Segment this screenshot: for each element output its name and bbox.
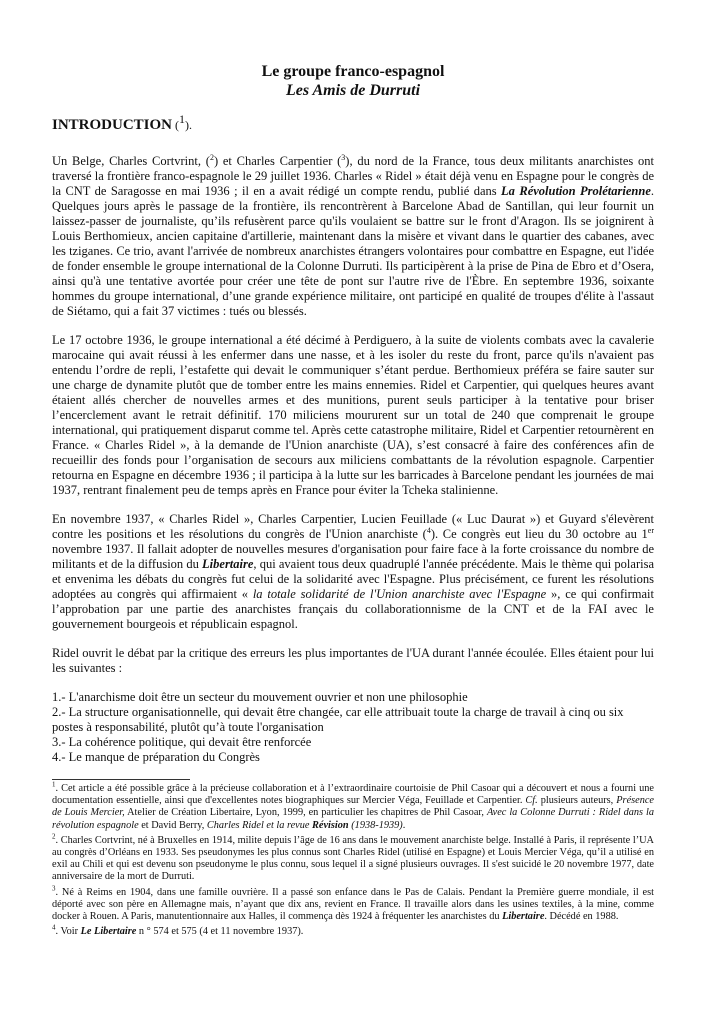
text-run: novembre 1937. Il fallait adopter de nouvelles mesures d'organisation pour faire face à la forte croissance du nombre de militants et de la diffusion du <box>52 542 654 571</box>
list-item: 4.- Le manque de préparation du Congrès <box>52 750 260 764</box>
footnote-separator <box>52 779 190 780</box>
list-item: 1.- L'anarchisme doit être un secteur du mouvement ouvrier et non une philosophie <box>52 690 468 704</box>
text-run: et David Berry, <box>138 819 207 831</box>
document-title: Le groupe franco-espagnol <box>261 63 445 80</box>
quoted-resolution: la totale solidarité de l'Union anarchiste avec l'Espagne <box>252 587 547 601</box>
footnote-4 <box>52 923 654 938</box>
text-run: Un Belge, Charles Cortvrint, ( <box>52 154 210 168</box>
paragraph-1 <box>52 154 654 319</box>
paragraph-2: Le 17 octobre 1936, le groupe international a été décimé à Perdiguero, à la suite de violents combats avec la cavalerie marocaine qui avait réussi à les enfermer dans une nasse, et à les isoler du reste du front, parce qu'ils n'avaient pas entendu l’ordre de repli, l’estafette qui devait le communiquer s’étant perdue. Berthomieux préféra se faire sauter sur une charge de dynamite plutôt que de tomber entre les mains ennemies. Ridel et Carpentier, qui quelques heures avant étaient allés chercher de nouvelles armes et des munitions, purent seuls participer à la tentative pour briser l’encerclement avant le retrait définitif. 170 miliciens moururent sur un total de 240 que comprenait le groupe international, qui pratiquement disparut comme tel. Après cette catastrophe militaire, Ridel et Carpentier retournèrent en France. « Charles Ridel », à la demande de l'Union anarchiste (UA), s’est consacré à faire des conférences afin de recueillir des fonds pour l’organisation de secours aux miliciens combattants de la révolution espagnole. Carpentier retourna en Espagne en décembre 1936 ; il participa à la lutte sur les barricades à Barcelone pendant les journées de mai 1937, rentrant finalement peu de temps après en France pour éviter la Tcheka stalinienne. <box>52 333 654 497</box>
text-run: ). Ce congrès eut lieu du 30 octobre au 1 <box>430 527 648 541</box>
heading-text: INTRODUCTION <box>52 117 173 133</box>
footnote-number: 2 <box>52 832 56 841</box>
book-title: (1938-1939) <box>348 819 403 831</box>
text-run: . Charles Cortvrint, né à Bruxelles en 1914, milite depuis l’âge de 16 ans dans le mouvement anarchiste belge. Installé à Paris, il représente l’UA au congrès d’Orléans en 1933. Ses pseudonymes les plus connus sont Charles Ridel (utilisé en Espagne) et Louis Mercier Véga, qu’il a utilisé en exil au Chili et qui est devenu son pseudonyme le plus connu, sous lequel il a signé plusieurs ouvrages. Il s'est suicidé le 20 novembre 1977, date anniversaire de la mort de Durruti. <box>52 834 654 883</box>
journal-title: Libertaire <box>502 911 545 923</box>
list-item: 3.- La cohérence politique, qui devait être renforcée <box>52 735 312 749</box>
list-item: 2.- La structure organisationnelle, qui devait être changée, car elle attribuait toute la charge de travail à cinq ou six postes à responsabilité, plutôt qu’à toute l'organisation <box>52 705 624 734</box>
footnote-ref-4[interactable]: 4 <box>426 525 431 535</box>
ordinal-superscript: er <box>647 525 654 535</box>
document-page <box>52 62 654 938</box>
text-run: plusieurs auteurs, <box>537 795 617 807</box>
paragraph-3 <box>52 512 654 632</box>
footnote-ref-1[interactable]: 1 <box>179 112 186 126</box>
text-run: , qui avaient tous deux quadruplé l'année précédente. Mais le thème qui polarisa et envenima les débats du congrès fut celui de la solidarité avec l'Espagne. Plus précisément, ce furent les résolutions adoptées au congrès qui affirmaient « <box>52 557 655 601</box>
journal-title: Libertaire <box>202 557 254 571</box>
heading-note-close: ). <box>185 118 193 132</box>
paragraph-4: Ridel ouvrit le débat par la critique des erreurs les plus importantes de l'UA durant l'année écoulée. Elles étaient pour lui les suivantes : <box>52 646 654 675</box>
journal-title: Le Libertaire <box>80 926 137 938</box>
footnote-3 <box>52 884 654 924</box>
text-run: . Né à Reims en 1904, dans une famille ouvrière. Il a passé son enfance dans le Pas de Calais. Pendant la Première guerre mondiale, il est déporté avec son père en Allemagne mais, n’ayant que dix ans, revient en France. Il travaille alors dans les usines textiles, à la mine, comme docker à Rouen. A Paris, manutentionnaire aux Halles, il commença dès 1924 à fréquenter les anarchistes du <box>52 886 654 923</box>
journal-title: Révision <box>312 819 349 831</box>
text-run: Cf. <box>525 795 538 807</box>
text-run: . Voir <box>55 926 81 938</box>
text-run: Atelier de Création Libertaire, Lyon, 1999, en particulier les chapitres de Phil Casoar, <box>124 807 487 819</box>
footnote-number: 3 <box>52 884 56 893</box>
book-title: Charles Ridel et la revue <box>206 819 313 831</box>
journal-title: La Révolution Prolétarienne <box>501 184 651 198</box>
heading-note-open: ( <box>172 118 180 132</box>
text-run: n ° 574 et 575 (4 et 11 novembre 1937). <box>136 926 304 938</box>
text-run: . Cet article a été possible grâce à la précieuse collaboration et à l’extraordinaire courtoisie de Phil Casoar qui a découvert et nous a fourni une documentation essentielle, ainsi que d'excellentes notes biographiques sur Mercier Véga, Feuillade et Carpentier. <box>52 783 654 807</box>
footnote-ref-2[interactable]: 2 <box>209 152 214 162</box>
section-heading <box>52 112 654 134</box>
book-title: Avec la Colonne Durruti : Ridel dans la révolution espagnole <box>52 807 654 831</box>
book-title: Présence de Louis Mercier, <box>52 795 654 819</box>
footnote-ref-3[interactable]: 3 <box>341 152 346 162</box>
text-run: En novembre 1937, « Charles Ridel », Charles Carpentier, Lucien Feuillade (« Luc Daurat ») et Guyard s'élevèrent contre les positions et les résolutions du congrès de l'Union anarchiste ( <box>52 512 654 541</box>
text-run: ) et Charles Carpentier ( <box>213 154 342 168</box>
document-subtitle: Les Amis de Durruti <box>285 82 421 99</box>
footnote-2 <box>52 832 654 884</box>
text-run: ), du nord de la France, tous deux militants anarchistes ont traversé la frontière franco-espagnole le 29 juillet 1936. Charles « Ridel » était déjà venu en Espagne pour le congrès de la CNT de Saragosse en mai 1936 ; il en a avait rédigé un compte rendu, publié dans <box>52 154 654 198</box>
text-run: . Décédé en 1988. <box>544 911 619 923</box>
text-run: . Quelques jours après le passage de la frontière, ils rencontrèrent à Barcelone Abad de Santillan, qui leur fournit un laissez-passer de journaliste, qu’ils refusèrent parce qu'ils voulaient se battre sur le front d'Aragon. Ils se joignirent à Louis Berthomieux, ancien capitaine d'artillerie, maintenant dans la misère et vivant dans le quartier des cabanes, avec les tziganes. Ce trio, avant l'arrivée de nombreux anarchistes étrangers volontaires pour combattre en Espagne, eut l'idée de fonder ensemble le groupe international de la Colonne Durruti. Ils participèrent à la prise de Pina de Ebro et d’Osera, ainsi qu'à une tentative avortée pour créer une tête de pont sur l'autre rive de l'Èbre. En septembre 1936, soixante hommes du groupe international, d’une grande expérience militaire, ont participé en qualité de troupes d'élite à l'assaut de Siétamo, qui a fait 37 victimes : tués ou blessés. <box>52 184 654 318</box>
footnote-1 <box>52 780 654 832</box>
footnote-number: 4 <box>52 923 56 932</box>
footnote-number: 1 <box>52 780 56 789</box>
numbered-list <box>52 690 654 765</box>
text-run: », ce qui confirmait l’approbation par une partie des anarchistes français du collaborationnisme de la CNT et de la FAI avec le gouvernement bourgeois et républicain espagnol. <box>52 587 654 631</box>
text-run: . <box>402 819 406 831</box>
